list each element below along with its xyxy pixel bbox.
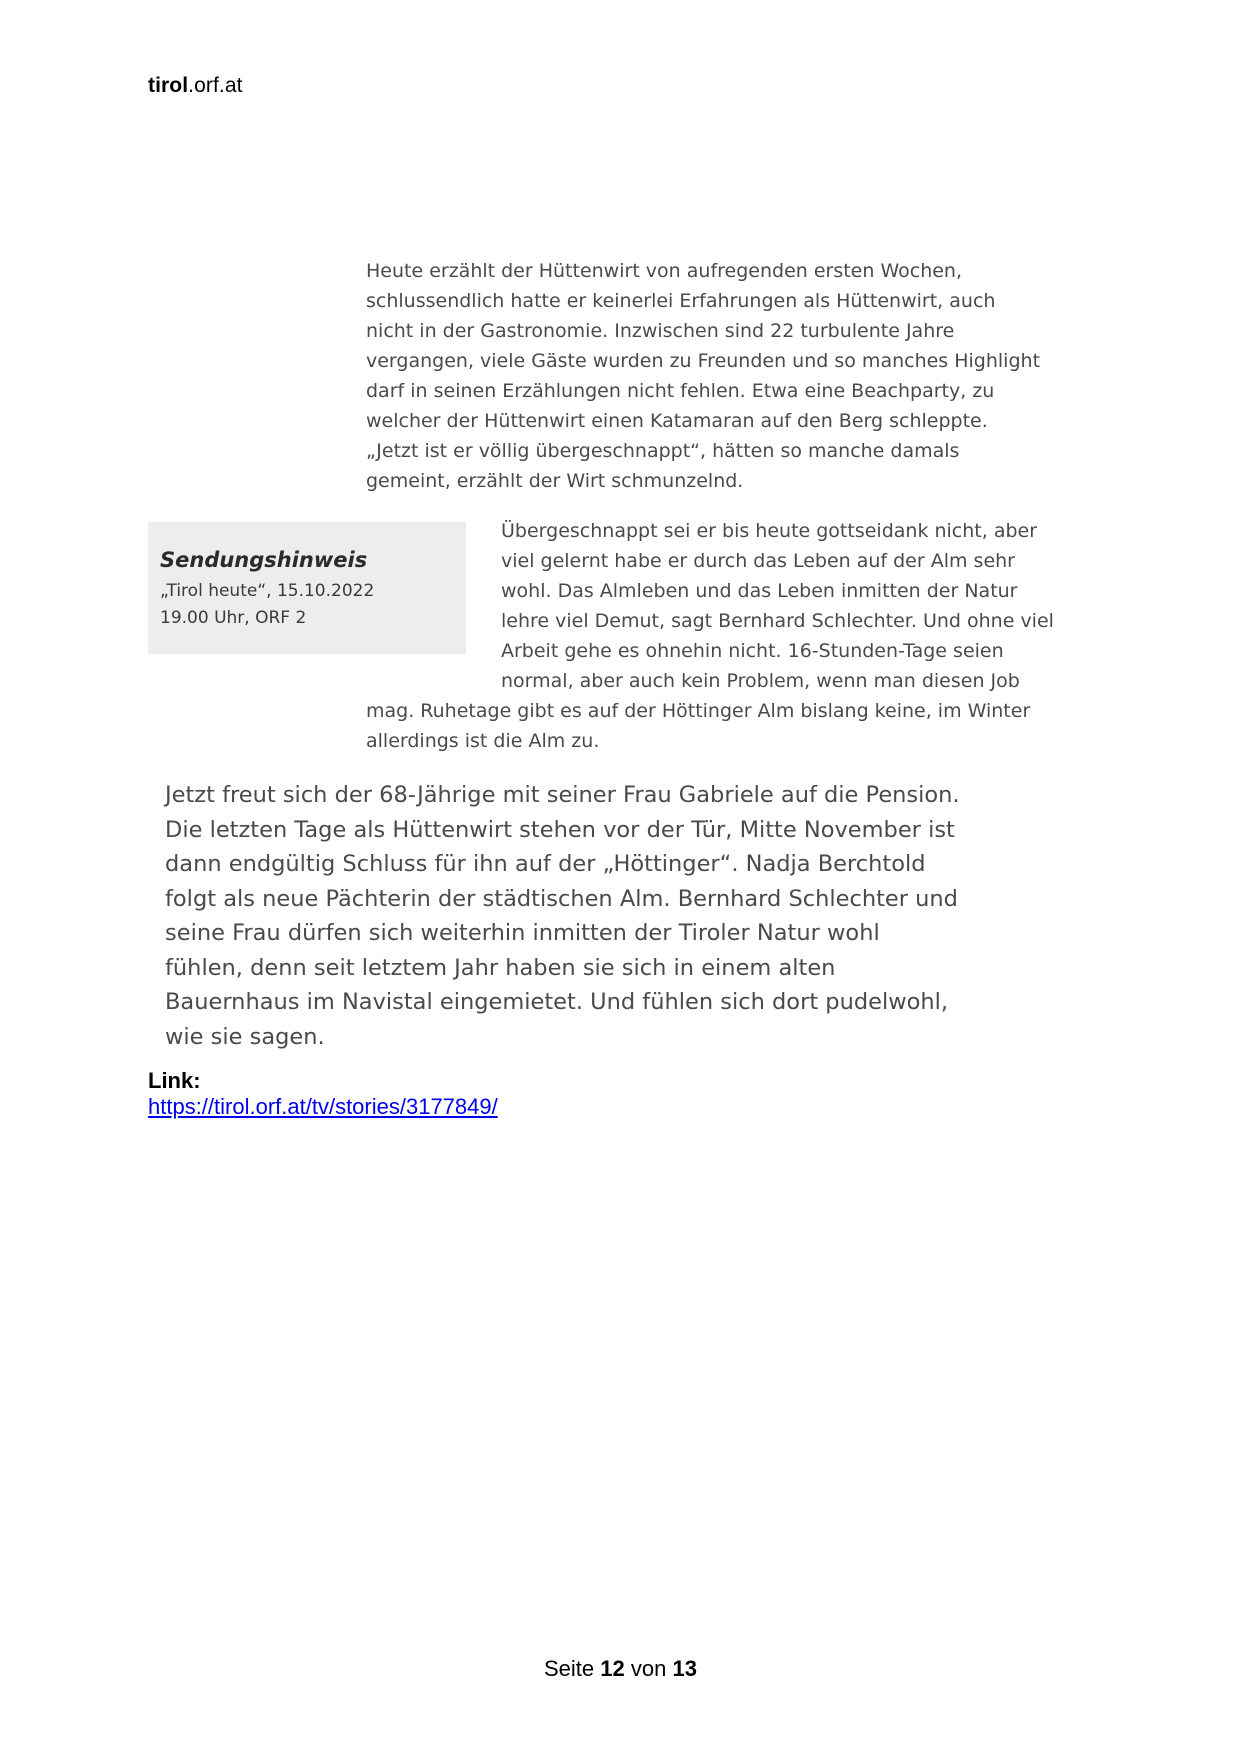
paragraph-line: Arbeit gehe es ohnehin nicht. 16-Stunden-Tage seien <box>501 640 1004 662</box>
article-paragraph-3 <box>165 778 995 1054</box>
paragraph-line: lehre viel Demut, sagt Bernhard Schlechter. Und ohne viel <box>501 610 1054 632</box>
paragraph-line: Heute erzählt der Hüttenwirt von aufregenden ersten Wochen, <box>366 260 963 282</box>
paragraph-line: nicht in der Gastronomie. Inzwischen sind 22 turbulente Jahre <box>366 320 955 342</box>
paragraph-line: dann endgültig Schluss für ihn auf der „Höttinger“. Nadja Berchtold <box>165 851 926 877</box>
paragraph-line: allerdings ist die Alm zu. <box>366 730 600 752</box>
current-page-number: 12 <box>600 1656 625 1681</box>
paragraph-line: „Jetzt ist er völlig übergeschnappt“, hätten so manche damals <box>366 440 960 462</box>
paragraph-line: normal, aber auch kein Problem, wenn man diesen Job <box>501 670 1020 692</box>
paragraph-line: seine Frau dürfen sich weiterhin inmitten der Tiroler Natur wohl <box>165 920 880 946</box>
paragraph-line: mag. Ruhetage gibt es auf der Höttinger Alm bislang keine, im Winter <box>366 700 1031 722</box>
paragraph-line: vergangen, viele Gäste wurden zu Freunden und so manches Highlight <box>366 350 1041 372</box>
paragraph-line: Jetzt freut sich der 68-Jährige mit seiner Frau Gabriele auf die Pension. <box>165 782 960 808</box>
info-box-title: Sendungshinweis <box>160 548 368 572</box>
site-brand <box>148 74 243 98</box>
article-paragraph-2 <box>366 516 1086 756</box>
total-pages-number: 13 <box>672 1656 697 1681</box>
source-link[interactable]: https://tirol.orf.at/tv/stories/3177849/ <box>148 1094 498 1119</box>
paragraph-line: Bauernhaus im Navistal eingemietet. Und fühlen sich dort pudelwohl, <box>165 989 949 1015</box>
article-paragraph-1 <box>366 256 1086 496</box>
info-box-show: „Tirol heute“, 15.10.2022 <box>160 581 375 601</box>
paragraph-line: schlussendlich hatte er keinerlei Erfahrungen als Hüttenwirt, auch <box>366 290 996 312</box>
paragraph-line: fühlen, denn seit letztem Jahr haben sie sich in einem alten <box>165 954 836 981</box>
page-prefix: Seite <box>544 1656 595 1681</box>
paragraph-line: welcher der Hüttenwirt einen Katamaran auf den Berg schleppte. <box>366 410 988 432</box>
paragraph-line: folgt als neue Pächterin der städtischen Alm. Bernhard Schlechter und <box>165 885 958 912</box>
paragraph-line: gemeint, erzählt der Wirt schmunzelnd. <box>366 470 744 492</box>
brand-rest: .orf.at <box>188 74 243 97</box>
paragraph-line: wie sie sagen. <box>165 1023 325 1050</box>
link-label: Link: <box>148 1068 201 1093</box>
paragraph-line: wohl. Das Almleben und das Leben inmitten der Natur <box>501 580 1018 602</box>
paragraph-line: Übergeschnappt sei er bis heute gottseidank nicht, aber <box>501 520 1038 542</box>
page-separator: von <box>630 1656 667 1681</box>
paragraph-line: darf in seinen Erzählungen nicht fehlen. Etwa eine Beachparty, zu <box>366 380 995 402</box>
paragraph-line: Die letzten Tage als Hüttenwirt stehen vor der Tür, Mitte November ist <box>165 816 955 843</box>
page-footer <box>0 1656 1241 1682</box>
paragraph-line: viel gelernt habe er durch das Leben auf der Alm sehr <box>501 550 1015 572</box>
brand-bold: tirol <box>148 74 189 97</box>
info-box-time: 19.00 Uhr, ORF 2 <box>160 608 307 628</box>
